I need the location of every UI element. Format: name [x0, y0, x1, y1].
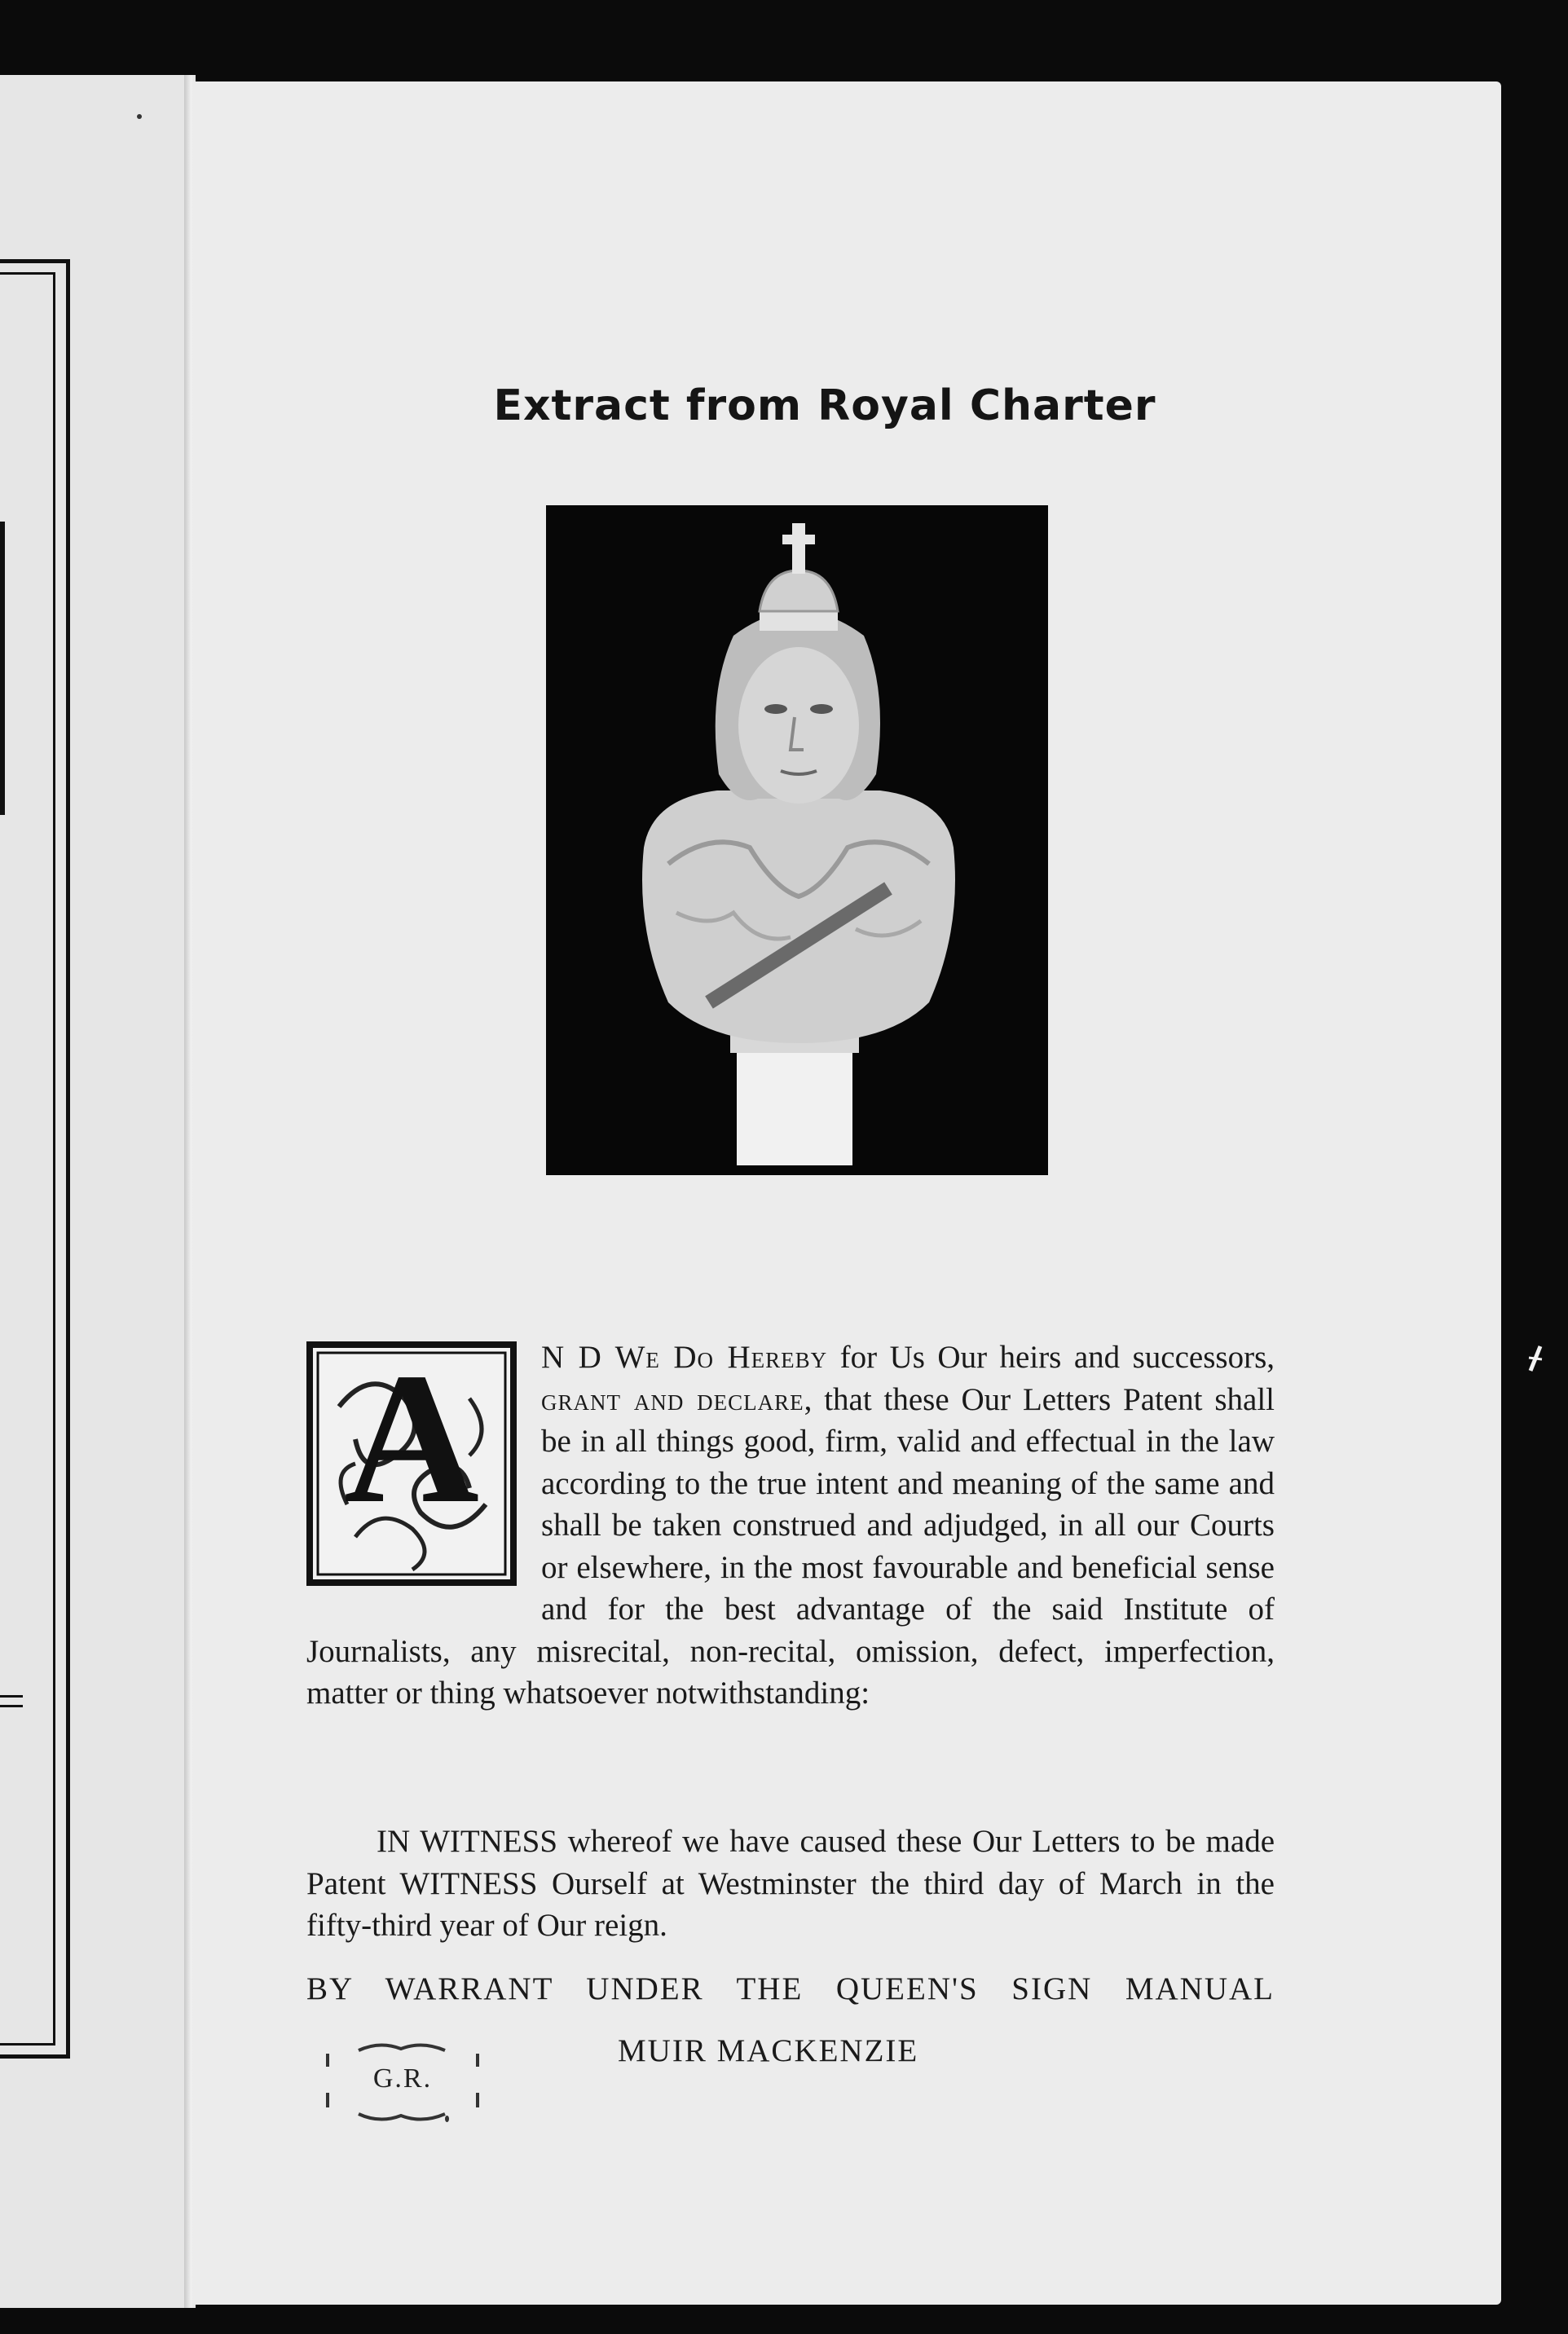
charter-text-part-2: , that these Our Letters Patent shall be in all things good, firm, valid and effectual in the law according to the true intent and meaning of the same and shall be taken construed and adjudged, in all our Courts or elsewhere, in the most favourable and beneficial sense and for the best advantage of the said Institute of Journalists, any misrecital, non-recital, omission, defect, imperfection, matter or thing whatsoever notwithstanding: — [306, 1381, 1275, 1711]
seal — [323, 2039, 482, 2125]
bust-portrait-icon — [546, 505, 1048, 1175]
witness-paragraph: IN WITNESS whereof we have caused these Our Letters to be made Patent WITNESS Ourself at Westminster the third day of March in the fifty-third year of Our reign. — [306, 1824, 1275, 1943]
ornamental-initial-icon — [306, 1341, 517, 1586]
charter-paragraph-1 — [306, 1337, 1275, 1715]
left-page-tick — [0, 1705, 23, 1707]
charter-text-part-1: for Us Our heirs and successors, — [827, 1340, 1275, 1375]
dropcap-letter: A — [343, 1341, 480, 1542]
page-title: Extract from Royal Charter — [493, 381, 1156, 430]
signer-name: MUIR MACKENZIE — [618, 2033, 919, 2068]
charter-grant-words: grant and declare — [541, 1381, 804, 1417]
left-page-inner-border — [0, 272, 55, 2046]
left-page-rule — [0, 522, 5, 815]
document-page — [192, 81, 1501, 2305]
warrant-line: BY WARRANT UNDER THE QUEEN'S SIGN MANUAL — [306, 1971, 1275, 2006]
scan-speck — [445, 2116, 449, 2122]
left-page-tick — [0, 1695, 23, 1698]
charter-opening-words: N D We Do Hereby — [541, 1340, 828, 1375]
margin-mark-icon — [1527, 1341, 1545, 1374]
scan-speck — [137, 114, 142, 119]
seal-text: G.R. — [372, 2063, 433, 2094]
